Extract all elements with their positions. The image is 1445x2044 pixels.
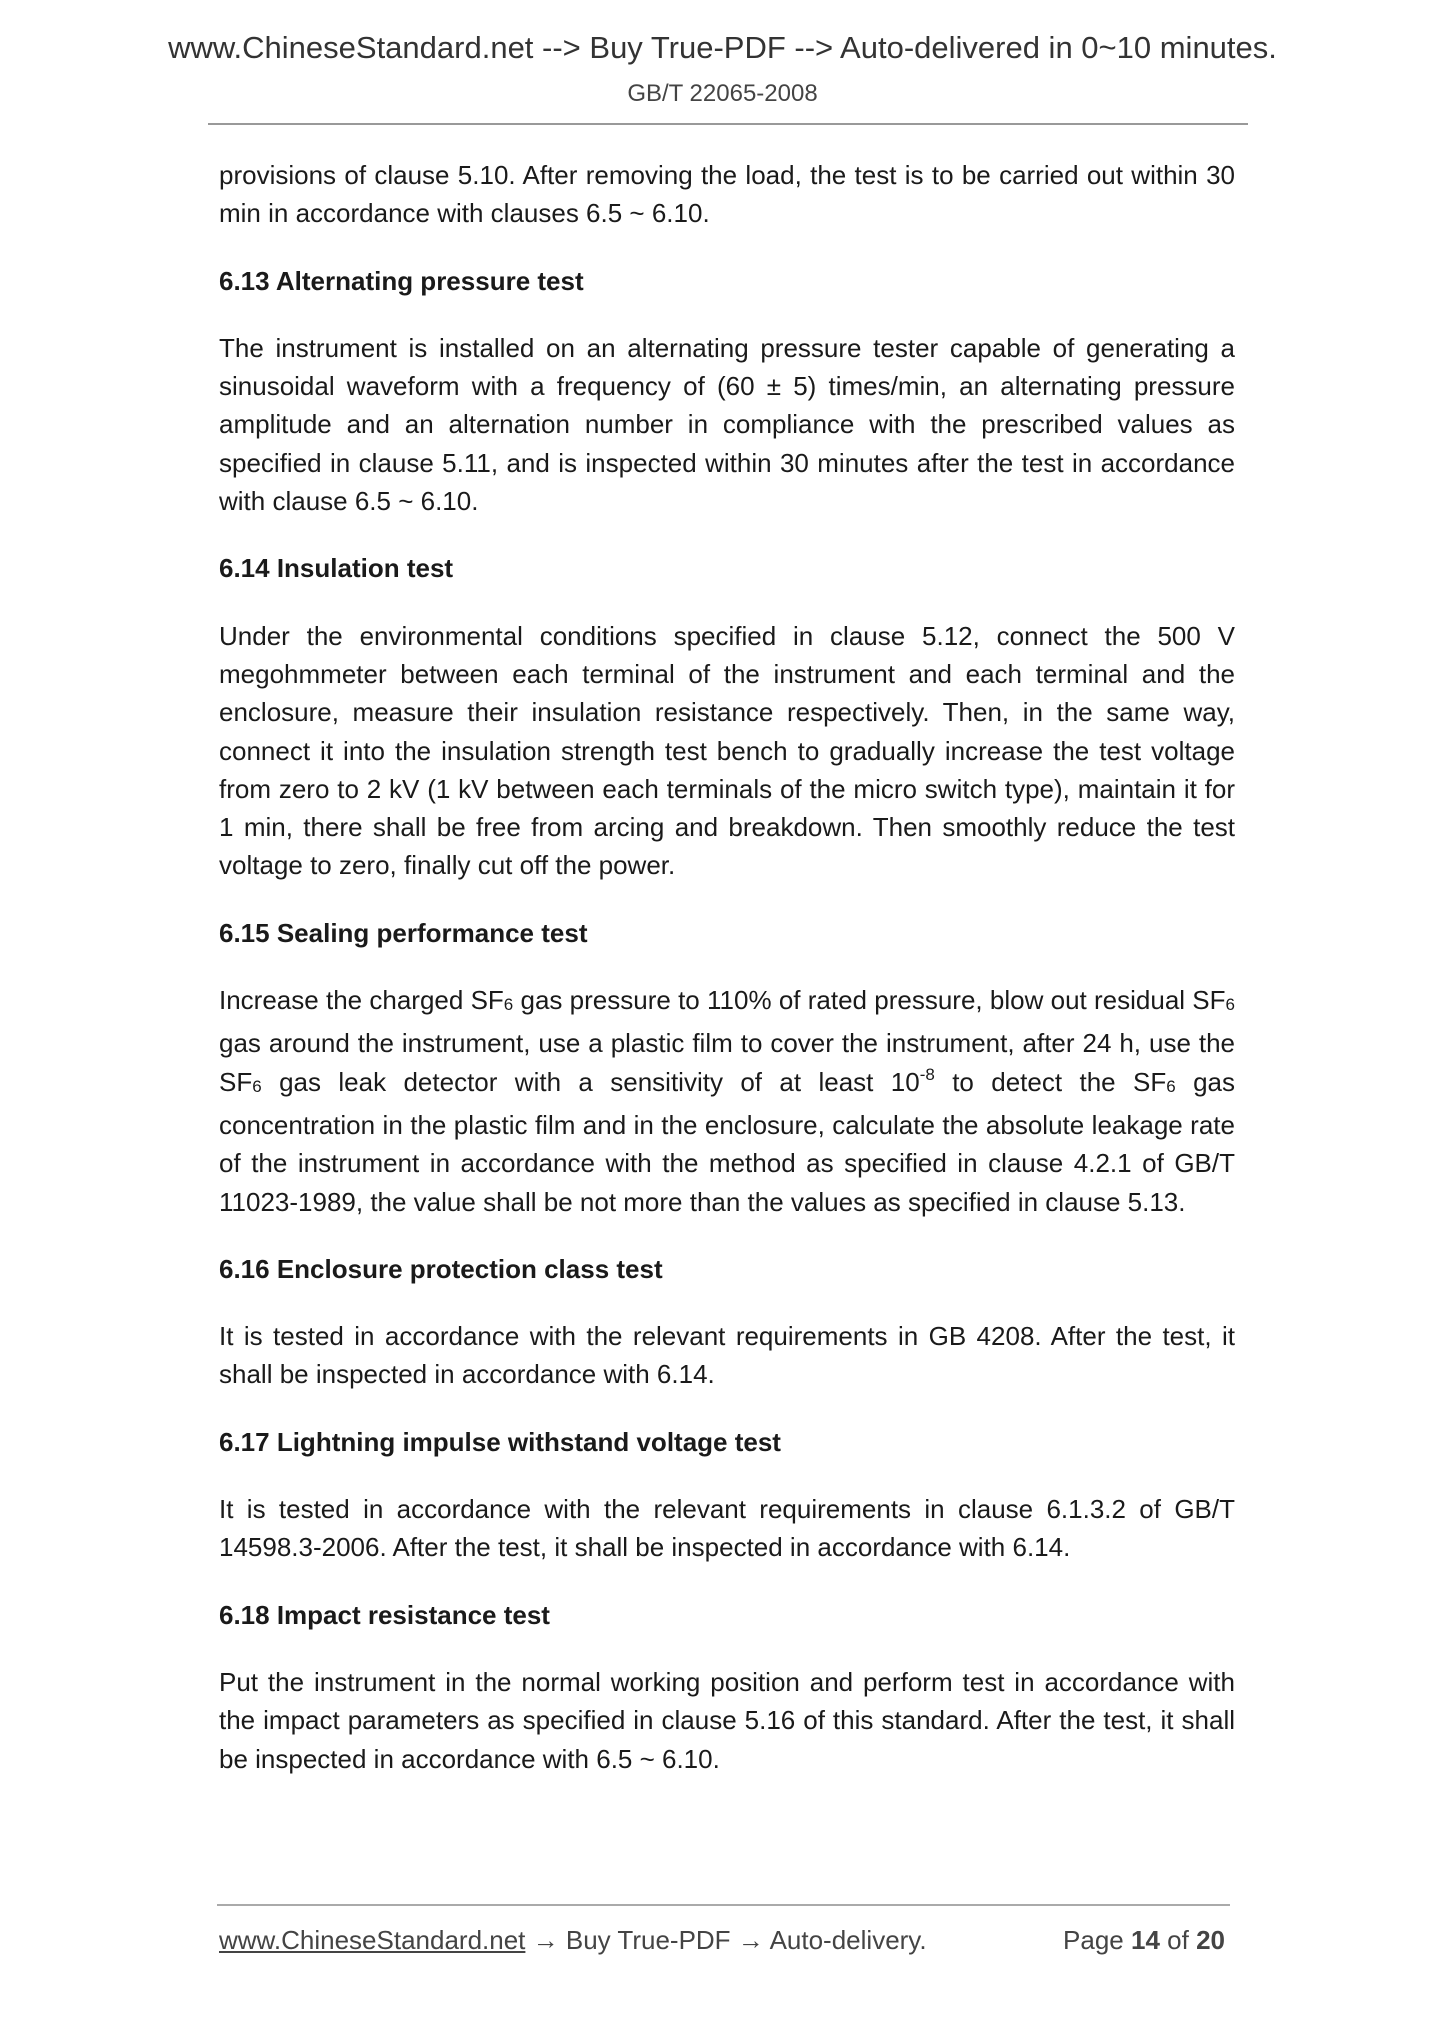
paragraph [219,981,1235,1221]
paragraph: It is tested in accordance with the relevant requirements in clause 6.1.3.2 of GB/T 14598.3-2006. After the test, it shall be inspected in accordance with 6.14. [219,1494,1235,1563]
page-label: Page [1063,1925,1124,1955]
header-divider [208,123,1248,125]
section-heading: 6.18 Impact resistance test [219,1599,550,1630]
subscript: 6 [1166,1076,1176,1096]
paragraph: It is tested in accordance with the relevant requirements in GB 4208. After the test, it shall be inspected in accordance with 6.14. [219,1321,1235,1390]
text: gas pressure to 110% of rated pressure, blow out residual SF [513,985,1226,1016]
footer-note: → Buy True-PDF → Auto-delivery. [525,1925,927,1955]
footer-divider [217,1904,1230,1906]
paragraph: The instrument is installed on an alternating pressure tester capable of generating a sinusoidal waveform with a frequency of (60 ± 5) times/min, an alternating pressure amplitude and an alternation number in compliance with the prescribed values as specified in clause 5.11, and is inspected within 30 minutes after the test in accordance with clause 6.5 ~ 6.10. [219,332,1235,517]
section-heading: 6.13 Alternating pressure test [219,265,584,296]
section-heading: 6.14 Insulation test [219,553,454,584]
page-indicator [1063,1925,1225,1956]
paragraph: Under the environmental conditions specified in clause 5.12, connect the 500 V megohmmeter between each terminal of the instrument and each terminal and the enclosure, measure their insulation resistance respectively. Then, in the same way, connect it into the insulation strength test bench to gradually increase the test voltage from zero to 2 kV (1 kV between each terminals of the micro switch type), maintain it for 1 min, there shall be free from arcing and breakdown. Then smoothly reduce the test voltage to zero, finally cut off the power. [219,620,1235,881]
header-banner: www.ChineseStandard.net --> Buy True-PDF --> Auto-delivered in 0~10 minutes. [168,30,1277,65]
standard-number: GB/T 22065-2008 [627,80,818,107]
paragraph: Put the instrument in the normal working position and perform test in accordance with the impact parameters as specified in clause 5.16 of this standard. After the test, it shall be inspected in accordance with 6.5 ~ 6.10. [219,1666,1235,1774]
text: gas concentration in the plastic film and in the enclosure, calculate the absolute leakage rate of the instrument in accordance with the method as specified in clause 4.2.1 of GB/T 11023-1989, the value shall be not more than the values as specified in clause 5.13. [219,1066,1235,1217]
section-heading: 6.17 Lightning impulse withstand voltage test [219,1426,781,1457]
section-heading: 6.15 Sealing performance test [219,917,588,948]
text: gas around the instrument, use a plastic film to cover the instrument, after 24 h, use the SF [219,1028,1235,1097]
text: gas leak detector with a sensitivity of at least 10 [261,1066,920,1097]
of-label: of [1167,1925,1189,1955]
footer-text [219,1925,927,1956]
document-body [219,156,1235,1807]
superscript: -8 [919,1064,935,1084]
subscript: 6 [503,995,514,1015]
section-heading: 6.16 Enclosure protection class test [219,1253,663,1284]
page-number: 14 [1131,1925,1160,1955]
text: to detect the SF [934,1066,1167,1097]
subscript: 6 [252,1076,262,1096]
paragraph: provisions of clause 5.10. After removing the load, the test is to be carried out within 30 min in accordance with clauses 6.5 ~ 6.10. [219,160,1235,229]
footer-link[interactable]: www.ChineseStandard.net [219,1925,526,1955]
subscript: 6 [1225,995,1235,1015]
page-total: 20 [1196,1925,1225,1955]
text: Increase the charged SF [219,985,504,1016]
